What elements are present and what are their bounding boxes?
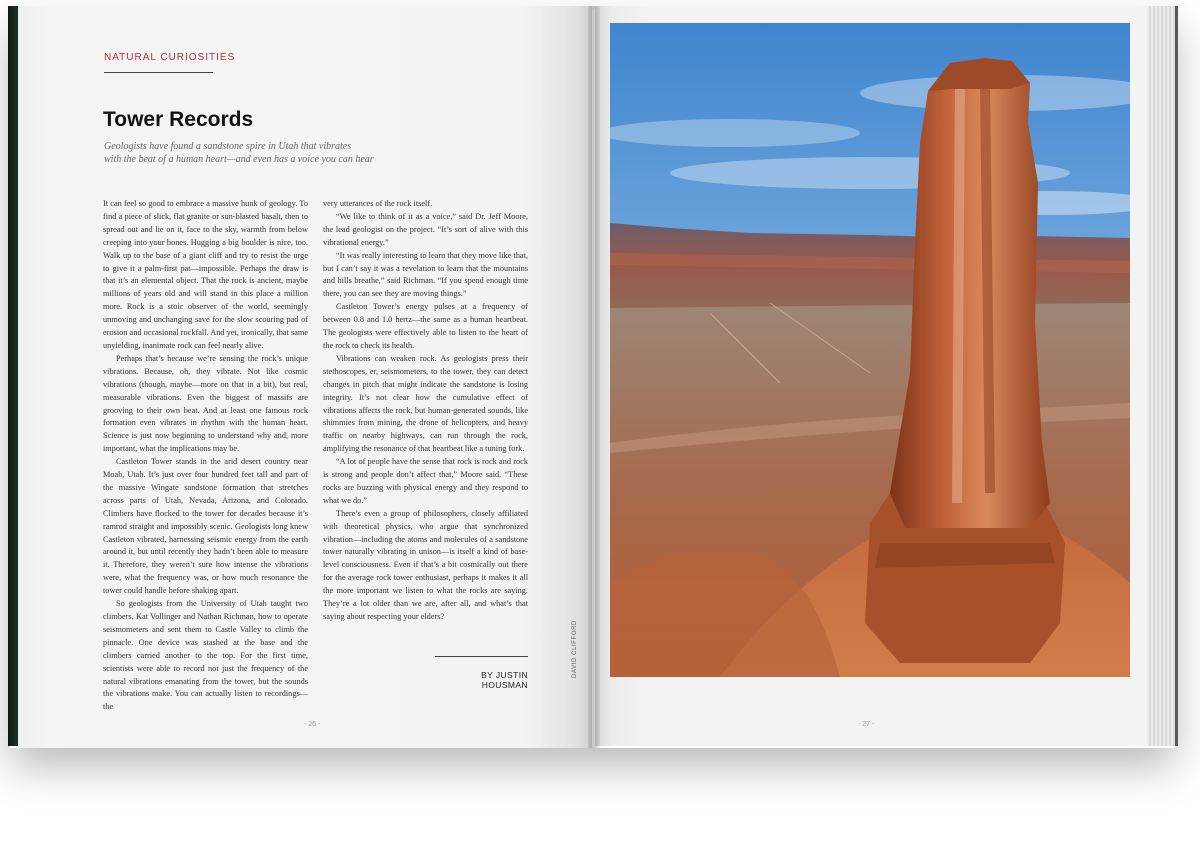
section-kicker: NATURAL CURIOSITIES	[104, 52, 236, 63]
paragraph: It can feel so good to embrace a massive hunk of geology. To find a piece of slick, flat granite or sun-blasted basalt, then to spread out and lie on it, face to the sky, warmth from below creeping into your bones. Hugging a big boulder is nice, too. Walk up to the base of a giant cliff and try to resist the urge to give it a palm-first pat—impossible. Perhaps the draw is that it’s an elemental object. That the rock is ancient, maybe millions of years old and will stand in this place a million more. Rock is a stoic observer of the world, seemingly unmoving and unchanging save for the slow scouring pad of erosion and occasional rockfall. And yet, ironically, that same unyielding, inanimate rock can feel nearly alive.	[103, 199, 308, 350]
paragraph: very utterances of the rock itself.	[323, 199, 433, 208]
dek-line: Geologists have found a sandstone spire in Utah that vibrates	[104, 141, 352, 152]
photo-credit: DAVID CLIFFORD	[572, 620, 578, 678]
spine-gutter	[588, 6, 600, 748]
paragraph: “A lot of people have the sense that rock is rock and rock is strong and people don’t affect that,” Moore said. “These rocks are buzzing with physical energy and they respond to what we do.”	[323, 457, 528, 505]
castleton-tower-photo	[610, 23, 1130, 677]
page-number-left: - 26 -	[304, 721, 321, 728]
paragraph: Perhaps that’s because we’re sensing the rock’s unique vibrations. Because, oh, they vibrate. Not like cosmic vibrations (though, maybe—more on that in a bit), but real, measurable vibrations. Even the biggest of massifs are grooving to their own beat. And at least one famous rock formation even vibrates in rhythm with the human heart. Science is just now beginning to understand why and, more important, what the implications may be.	[103, 353, 308, 454]
photo-illustration	[610, 23, 1130, 677]
paragraph: Vibrations can weaken rock. As geologists press their stethoscopes, er, seismometers, to the tower, they can detect changes in pitch that might indicate the sandstone is losing integrity. It’s not clear how the cumulative effect of vibrations affects the rock, but human-generated sounds, like shimmies from mining, the drone of helicopters, and heavy traffic on nearby highways, can run through the rock, amplifying the resonance of that heartbeat like a tuning fork.	[323, 353, 528, 454]
kicker-rule	[104, 72, 213, 73]
paragraph: “We like to think of it as a voice,” said Dr. Jeff Moore, the lead geologist on the project. “It’s sort of alive with this vibrational energy.”	[323, 211, 528, 247]
paragraph: “It was really interesting to learn that they move like that, but I can’t say it was a revelation to learn that the mountains and hills breathe,” said Richman. “If you spend enough time there, you can see they are moving things.”	[323, 250, 528, 299]
page-stack-edge	[1147, 6, 1178, 746]
paragraph: So geologists from the University of Utah taught two climbers, Kat Vollinger and Nathan Richman, how to operate seismometers and sent them to Castle Valley to climb the pinnacle. One device was stashed at the base and the climbers carried another to the top. For the first time, scientists were able to record not just the frequency of the natural vibrations emanating from the tower, but the sounds the vibrations make. You can actually listen to recordings—the	[103, 599, 308, 712]
page-number-right: - 27 -	[858, 721, 875, 728]
article-dek	[104, 140, 394, 166]
body-column-2	[323, 198, 528, 624]
paragraph: Castleton Tower stands in the arid desert country near Moab, Utah. It’s just over four hundred feet tall and part of the massive Wingate sandstone formation that stretches across parts of Utah, Nevada, Arizona, and Colorado. Climbers have flocked to the tower for decades because it’s ramrod straight and impossibly scenic. Geologists long knew Castleton vibrated, harnessing seismic energy from the earth around it, but until recently they hadn’t been able to measure it. Therefore, they weren’t sure how intense the vibrations were, what the frequency was, or how much resonance the tower could handle before shaking apart.	[103, 457, 308, 596]
paragraph: There’s even a group of philosophers, closely affiliated with theoretical physics, who argue that synchronized vibration—including the atoms and molecules of a sandstone tower naturally vibrating in unison—is itself a kind of base-level consciousness. Even if that’s a bit cosmically out there for the average rock tower enthusiast, perhaps it makes it all the more important we listen to what the rocks are saying. They’re a lot older than we are, after all, and what’s that saying about respecting your elders?	[323, 508, 528, 621]
byline-rule	[435, 656, 528, 657]
dek-line: with the beat of a human heart—and even has a voice you can hear	[104, 154, 374, 165]
body-column-1	[103, 198, 308, 714]
byline: BY JUSTIN HOUSMAN	[481, 670, 528, 690]
article-headline: Tower Records	[103, 108, 254, 131]
paragraph: Castleton Tower’s energy pulses at a frequency of between 0.8 and 1.0 hertz—the same as a human heartbeat. The geologists were effectively able to listen to the heart of the rock to check its health.	[323, 302, 528, 350]
